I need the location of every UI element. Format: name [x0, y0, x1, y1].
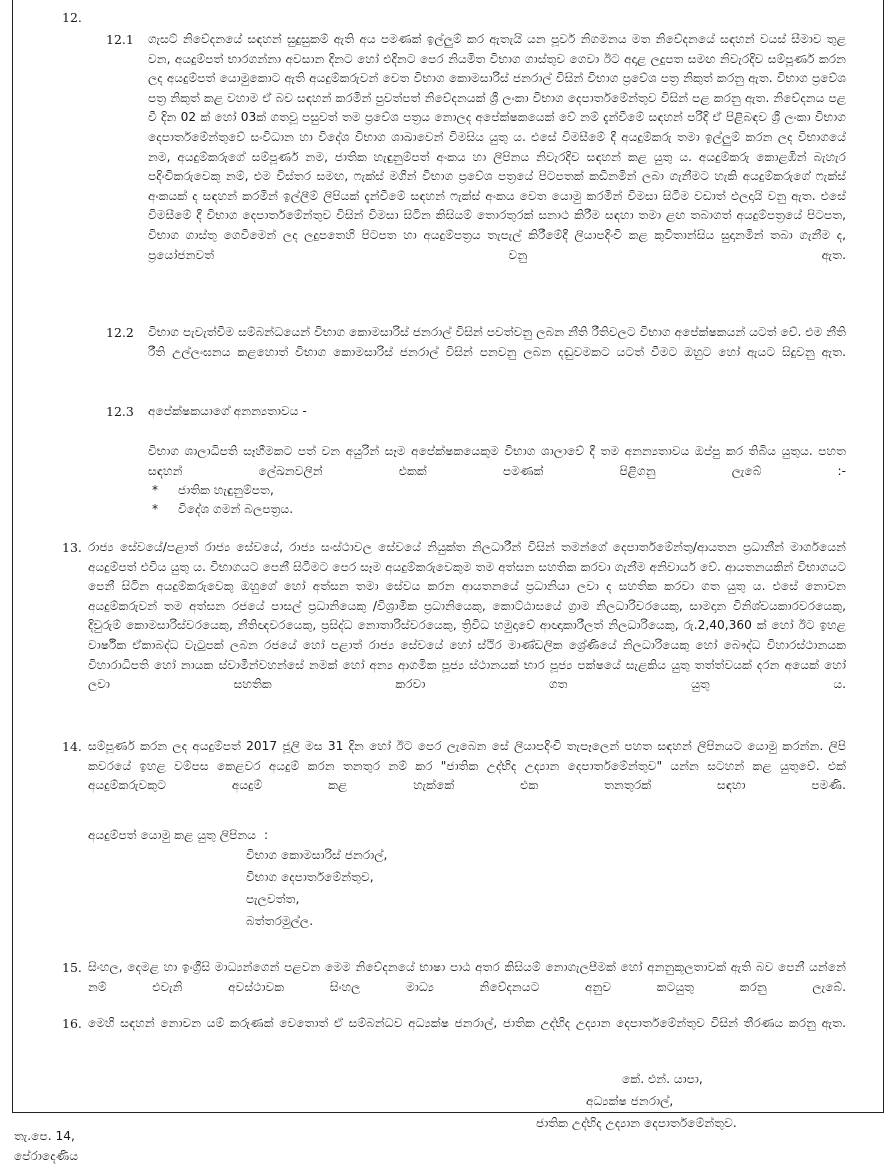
postal-box: තැ.පෙ. 14,	[14, 1129, 75, 1143]
address-line: විභාග දෙපාර්තමේන්තුව,	[246, 870, 374, 884]
subsection-number: 12.2	[106, 325, 134, 340]
address-line: පැලවත්ත,	[246, 892, 300, 906]
paragraph-12-1: ගැසට් නිවේදනයේ සඳහන් සුදුසුකම් ඇති අය පමණක් ඉල්ලුම් කර ඇතැයි යන පූර්ව නිගමනය මත නිවේදනයේ සඳහන් වයස් සීමාව තුළ වන, අයදුම්පත් භාරගන්නා අවසාන දිනට හෝ එදිනට පෙර නියමිත විභාග ගාස්තුව ගෙවා ඊට අදාළ ලදුපත සමඟ නිවැරදිව සම්පූර්ණ කරන ලද අයදුම්පත් යොමුකොට ඇති අයදුම්කරුවන් වෙත විභාග කොමසාරිස් ජනරාල් විසින් විභාග ප්‍රවේශ පත්‍ර නිකුත් කරනු ඇත. විභාග ප්‍රවේශ පත්‍ර නිකුත් කළ වහාම ඒ බව සඳහන් කරමින් පුවත්පත් නිවේදනයක් ශ්‍රී ලංකා විභාග දෙපාර්තමේන්තුව විසින් පළ කරනු ඇත. නිවේදනය පළ වී දින 02 ක් හෝ 03ක් ගතවූ පසුවත් තම ප්‍රවේශ පත්‍රය නොලද අපේක්ෂකයෙක් වේ නම් දැන්වීමේ සඳහන් පරිදි ඒ පිළිබඳව ශ්‍රී ලංකා විභාග දෙපාර්තමේන්තුවේ සංවිධාන හා විදේශ විභාග ශාඛාවෙන් විමසිය යුතු ය. එසේ විමසීමේ දී අයදුම්කරු තමා ඉල්ලුම් කරන ලද විභාගයේ නම, අයදුම්කරුගේ සම්පූර්ණ නම, ජාතික හැඳුනුම්පත් අංකය හා ලිපිනය නිවැරදිව සඳහන් කළ යුතු ය. අයදුම්කරු කොළඹින් බැහැර පදිංචිකරුවෙකු නම්, එම විස්තර සමඟ, ෆැක්ස් මගින් විභාග ප්‍රවේශ පත්‍රයේ පිටපතක් කඩිනමින් ලබා ගැනීමට හැකි අයදුම්කරුගේ ෆැක්ස් අංකයක් ද සඳහන් කරමින් ඉල්ලීම් ලිපියක් දැන්වීමේ සඳහන් ෆැක්ස් අංකය වෙත යොමු කරමින් විමසා සිටීම වඩාත් ඵලදායි වනු ඇත. එසේ විමසීමේ දී විභාග දෙපාර්තමේන්තුව විසින් විමසා සිටින කිසියම් තොරතුරක් සනාථ කිරීම සඳහා තමා ළඟ තබාගත් අයදුම්පත්‍රයේ පිටපත, විභාග ගාස්තු ගෙවීමෙන් ලද ලදුපතෙහි පිටපත හා අයදුම්පත්‍රය තැපැල් කිරීමේදී ලියාපදිංචි කළ කුවිතාන්සිය සුදානමින් තබා ගැනීම ද, ප්‍රයෝජනවත් වනු ඇත.	[148, 32, 846, 262]
paragraph-12-2: විභාග පැවැත්වීම සම්බන්ධයෙන් විභාග කොමසාරිස් ජනරාල් විසින් පවත්වනු ලබන නීති රීතිවලට විභාග අපේක්ෂකයන් යටත් වේ. එම නීති රීති උල්ලංඝනය කළහොත් විභාග කොමසාරිස් ජනරාල් විසින් පනවනු ලබන දඬුවමකට යටත් වීමට ඔහුට හෝ ඇයට සිදුවනු ඇත.	[148, 325, 846, 359]
signatory-name: කේ. එන්. යාපා,	[622, 1072, 703, 1086]
paragraph-14: සම්පූර්ණ කරන ලද අයදුම්පත් 2017 ජූලි මස 31 දින හෝ ඊට පෙර ලැබෙන සේ ලියාපදිංචි තැපෑලෙන් පහත සඳහන් ලිපිනයට යොමු කරන්න. ලිපි කවරයේ ඉහළ වම්පස කෙළවර අයදුම් කරන තනතුර නම් කර "ජාතික උද්භිද උද්‍යාන දෙපාර්තමේන්තුව" යන්න සටහන් කළ යුතුවේ. එක් අයදුම්කරුවකුට අයදුම් කළ හැක්කේ එක තනතුරක් සඳහා පමණි.	[88, 739, 846, 793]
signatory-department: ජාතික උද්භිද උද්‍යාන දෙපාර්තමේන්තුව.	[536, 1116, 737, 1130]
paragraph-12-3: විභාග ශාලාධිපති සෑහීමකට පත් වන අයුරින් සෑම අපේක්ෂකයෙකුම විභාග ශාලාවේ දී තම අනන්‍යතාවය ඔප්පු කර තිබිය යුතුය. පහත සඳහන් ලේඛනවලින් එකක් පමණක් පිළිගනු ලැබේ :-	[148, 444, 846, 478]
bullet-item: ජාතික හැඳුනුම්පත,	[178, 483, 274, 497]
paragraph-16: මෙහි සඳහන් නොවන යම් කරුණක් වෙතොත් ඒ සම්බන්ධව අධ්‍යක්ෂ ජනරාල්, ජාතික උද්භිද උද්‍යාන දෙපාර්තමේන්තුව විසින් තීරණය කරනු ඇත.	[88, 1016, 846, 1030]
address-colon: :	[264, 828, 269, 842]
section-number: 16.	[62, 1016, 82, 1031]
address-line: බත්තරමුල්ල.	[246, 914, 314, 928]
section-number: 14.	[62, 739, 82, 754]
subsection-number: 12.1	[106, 32, 134, 47]
signatory-title: අධ්‍යක්ෂ ජනරාල්,	[586, 1094, 674, 1108]
address-line: විභාග කොමසාරිස් ජනරාල්,	[246, 848, 388, 862]
bullet-mark: *	[152, 483, 159, 497]
bullet-item: විදේශ ගමන් බලපත්‍රය.	[178, 502, 294, 516]
section-number: 15.	[62, 960, 82, 975]
address-label: අයදුම්පත් යොමු කළ යුතු ලිපිනය	[88, 828, 256, 842]
paragraph-15: සිංහල, දෙමළ හා ඉංග්‍රීසි මාධ්‍යන්ගෙන් පළවන මෙම නිවේදනයේ භාෂා පාඨ අතර කිසියම් නොගැලපීමක් හෝ අනනුකූලතාවක් ඇති බව පෙනී යන්නේ නම් එවැනි අවස්ථාවක සිංහල මාධ්‍ය නිවේදනයට අනුව කටයුතු කරනු ලැබේ.	[88, 960, 846, 994]
subsection-number: 12.3	[106, 404, 134, 419]
paragraph-12-3-heading: අපේක්ෂකයාගේ අනන්‍යතාවය -	[148, 404, 307, 418]
bullet-mark: *	[152, 502, 159, 516]
location: පේරාදෙණිය	[14, 1149, 79, 1163]
section-number: 12.	[62, 10, 82, 25]
section-number: 13.	[62, 540, 82, 555]
paragraph-13: රාජ්‍ය සේවයේ/පළාත් රාජ්‍ය සේවයේ, රාජ්‍ය සංස්ථාවල සේවයේ නියුක්ත නිලධාරීන් විසින් තමන්ගේ දෙපාර්තමේන්තු/ආයතන ප්‍රධානීන් මාර්ගයෙන් අයදුම්පත් එවිය යුතු ය. විභාගයට පෙනී සිටීමට පෙර සෑම අයදුම්කරුවෙකුම තම අත්සන සහතික කරවා ගැනීම අනිවාර්ය වේ. ආයතනයකින් විභාගයට පෙනී සිටින අයදුම්කරුවෙකු ඔහුගේ හෝ අත්සන තමා සේවය කරන ආයතනයේ ප්‍රධානියා ලවා ද සහතික කරවා ගත යුතු ය. එසේ නොවන අයදුම්කරුවන් තම අත්සන රජයේ පාසල් ප්‍රධානියෙකු /විශ්‍රාමික ප්‍රධානියෙකු, කොට්ඨාසයේ ග්‍රාම නිලධාරිවරයෙකු, සාමදාන විනිශ්චයකාරවරයෙකු, දිවුරුම් කොමසාරිස්වරයෙකු, නීතිඥවරයෙකු, ප්‍රසිද්ධ නොතාරිස්වරයෙකු, ත්‍රිවිධ හමුදාවේ ආඥාකාරීලත් නිලධාරියෙකු, රු.2,40,360 ක් හෝ ඊට ඉහළ වාර්ෂික ඒකාබද්ධ වැටුපක් ලබන රජයේ හෝ පළාත් රාජ්‍ය සේවයේ හෝ ස්ථිර මාණ්ඩලික ශ්‍රේණියේ නිලධාරියෙකු හෝ බෞද්ධ විහාරස්ථානයක විහාරාධිපති හෝ නායක ස්වාමීන්වහන්සේ නමක් හෝ අන්‍ය ආගමික පූජ්‍ය ස්ථානයක් භාර පූජ්‍ය පක්ෂයේ සැළකිය යුතු තත්ත්වයක් දරන අයෙක් හෝ ලවා සහතික කරවා ගත යුතු ය.	[88, 540, 846, 692]
